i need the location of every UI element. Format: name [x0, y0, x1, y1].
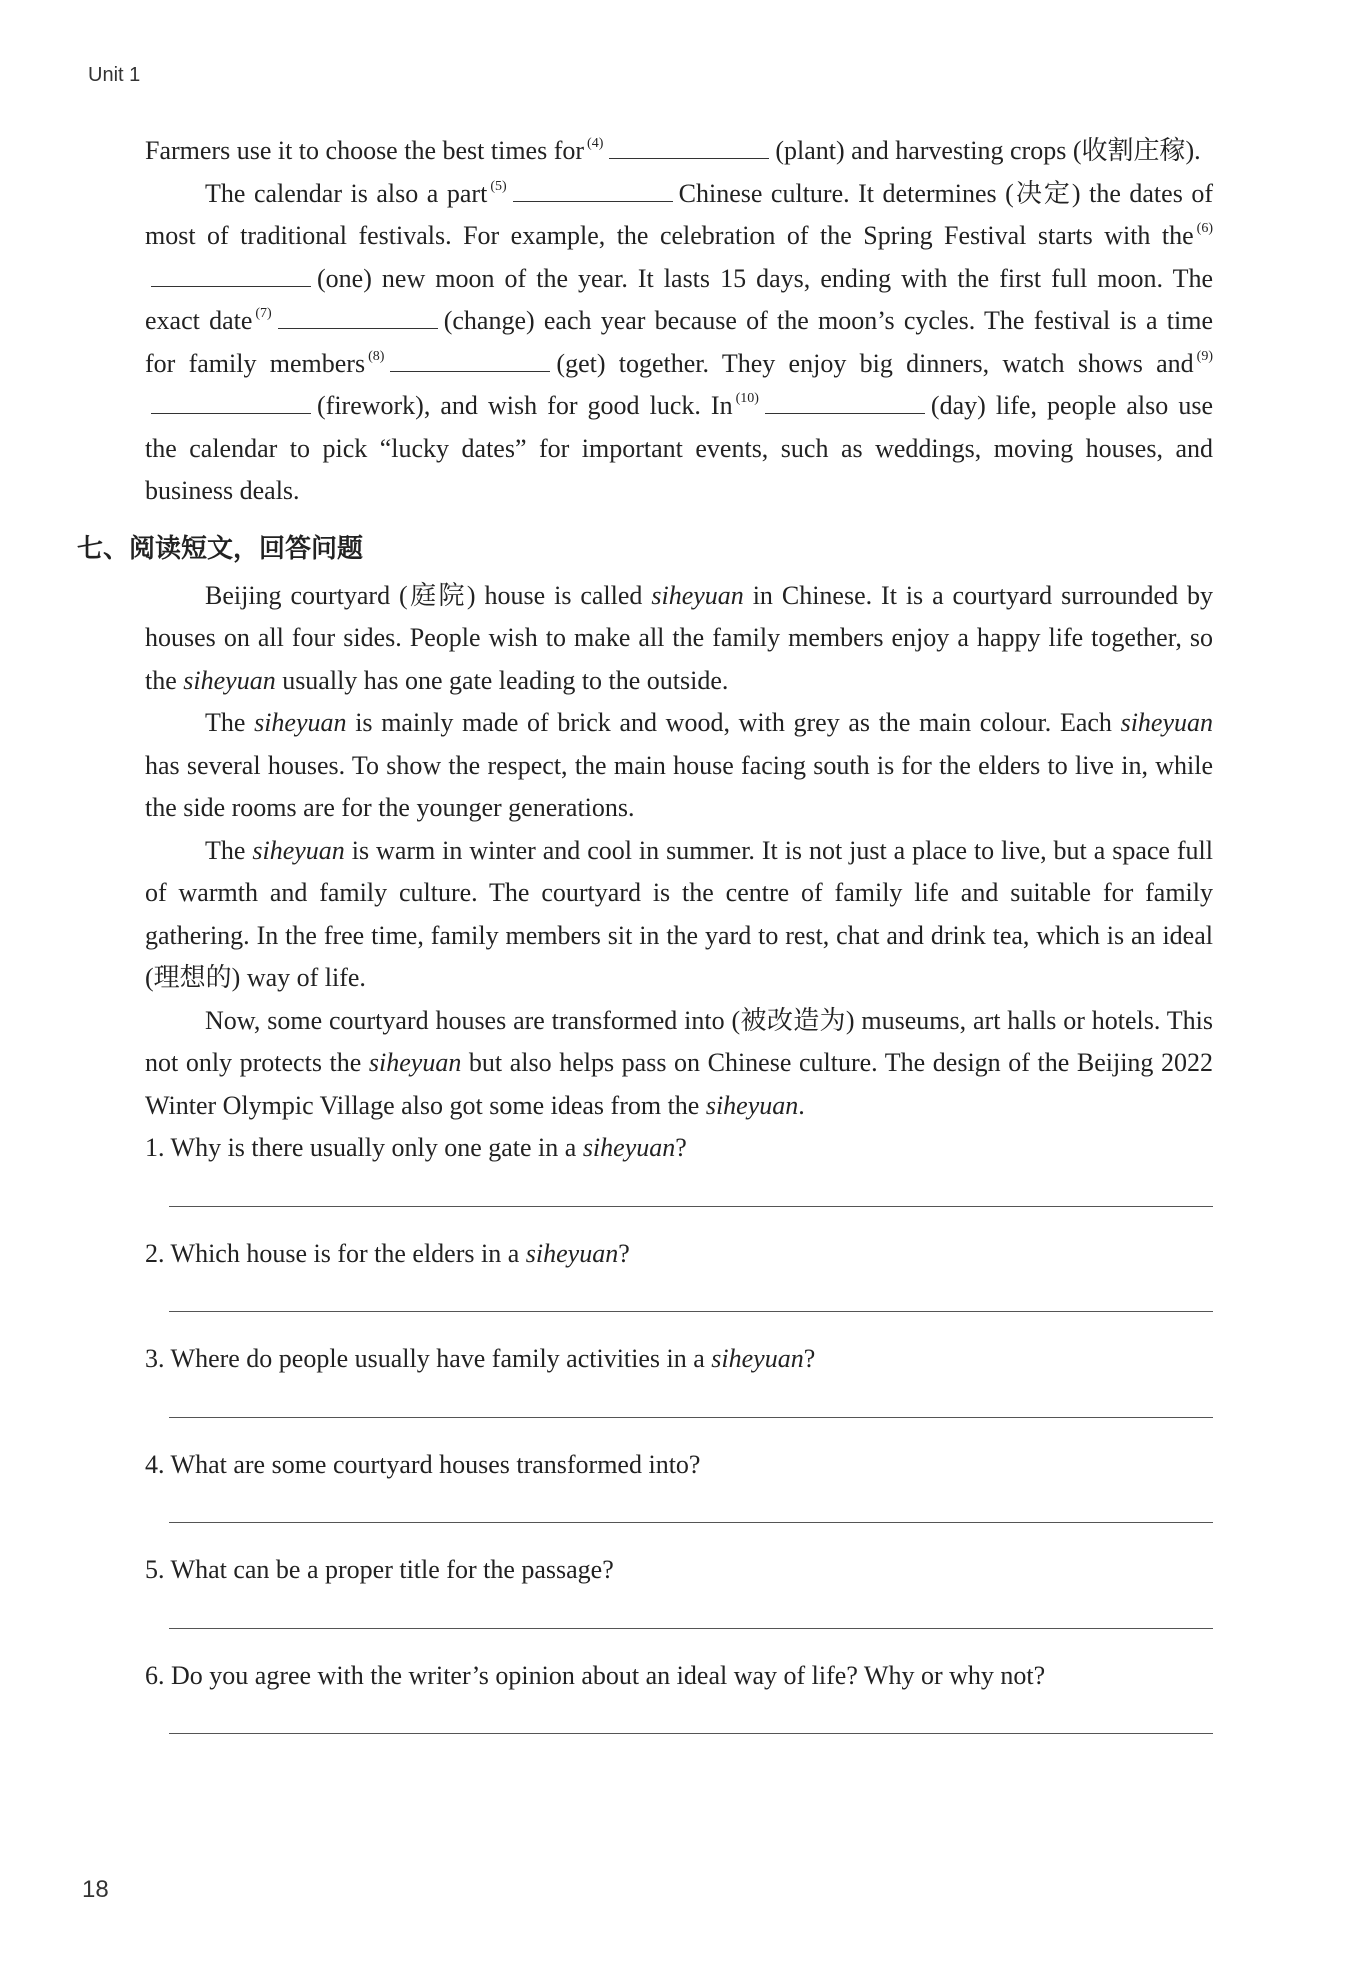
text-span: (plant) and harvesting crops (收割庄稼).	[775, 136, 1201, 165]
italic-term: siheyuan	[705, 1090, 799, 1120]
text-span: is warm in winter and cool in summer. It is not just a place to live, but a space full of warmth and family culture. The courtyard is the centre of family life and suitable for family gathering. In the free time, family members sit in the yard to rest, chat and drink tea, which is an ideal (理想的) way of life.	[145, 835, 1214, 992]
answer-line-1[interactable]	[169, 1206, 1213, 1207]
text-span: (firework), and wish for good luck. In	[317, 391, 733, 420]
blank-number-7: (7)	[255, 306, 272, 321]
italic-term: siheyuan	[368, 1048, 462, 1077]
text-span: The	[205, 708, 246, 737]
blank-10[interactable]	[765, 391, 925, 414]
text-span: is mainly made of brick and wood, with grey as the main colour. Each	[355, 708, 1112, 737]
text-span: .	[798, 1090, 805, 1120]
question-text: 2. Which house is for the elders in a	[145, 1238, 526, 1268]
question-text: 3. Where do people usually have family activities in a	[145, 1344, 712, 1373]
blank-number-10: (10)	[735, 391, 759, 406]
text-span: Farmers use it to choose the best times for	[145, 136, 585, 165]
text-span: has several houses. To show the respect, the main house facing south is for the elders to live in, while the side rooms are for the younger generations.	[145, 750, 1213, 822]
answer-line-4[interactable]	[169, 1522, 1213, 1523]
answer-line-6[interactable]	[169, 1733, 1213, 1734]
italic-term: siheyuan	[1120, 708, 1213, 737]
text-span: usually has one gate leading to the outside.	[282, 665, 729, 695]
italic-term: siheyuan	[254, 708, 347, 737]
reading-paragraph-3	[145, 830, 1213, 1000]
answer-line-2[interactable]	[169, 1311, 1213, 1312]
blank-number-6: (6)	[1196, 221, 1213, 236]
answer-line-5[interactable]	[169, 1628, 1213, 1629]
question-1	[145, 1127, 1213, 1170]
question-6	[145, 1655, 1213, 1698]
italic-term: siheyuan	[183, 665, 276, 695]
blank-number-4: (4)	[587, 136, 604, 151]
italic-term: siheyuan	[711, 1344, 804, 1373]
text-span: (one) new moon of the year. It lasts 15 days, ending with the first full moon. The exact date	[145, 263, 1213, 335]
blank-5[interactable]	[513, 179, 673, 202]
blank-7[interactable]	[278, 306, 438, 329]
reading-paragraph-2	[145, 702, 1213, 830]
blank-4[interactable]	[609, 136, 769, 159]
question-text: 1. Why is there usually only one gate in a	[145, 1133, 583, 1162]
question-text: 5. What can be a proper title for the passage?	[145, 1555, 614, 1584]
page-content	[77, 130, 1214, 1760]
text-span: in Chinese. It is a courtyard surrounded by houses on all four sides. People wish to make all the family members enjoy a happy life together, so the	[145, 580, 1213, 695]
question-4	[145, 1444, 1213, 1487]
text-span: (change) each year because of the moon’s cycles. The festival is a time for family members	[145, 306, 1213, 378]
text-span: ?	[675, 1133, 687, 1162]
italic-term: siheyuan	[582, 1133, 676, 1162]
unit-label: Unit 1	[88, 64, 141, 86]
passage-paragraph-2	[145, 173, 1213, 513]
blank-number-8: (8)	[368, 348, 385, 364]
text-span: ?	[618, 1238, 630, 1268]
question-3	[145, 1338, 1213, 1381]
italic-term: siheyuan	[525, 1238, 619, 1268]
italic-term: siheyuan	[252, 835, 345, 865]
blank-9[interactable]	[151, 391, 311, 414]
text-span: (day) life, people also use the calendar to pick “lucky dates” for important events, such as weddings, moving houses, and business deals.	[145, 391, 1213, 505]
question-text: 4. What are some courtyard houses transformed into?	[145, 1449, 701, 1479]
answer-line-3[interactable]	[169, 1417, 1213, 1418]
reading-paragraph-1	[145, 575, 1213, 703]
text-span: Beijing courtyard (庭院) house is called	[205, 580, 643, 610]
text-span: ?	[803, 1344, 816, 1373]
blank-6[interactable]	[151, 264, 311, 287]
question-5	[145, 1549, 1213, 1592]
section-heading: 七、阅读短文，回答问题	[77, 533, 364, 564]
text-span: The calendar is also a part	[205, 178, 488, 208]
blank-number-9: (9)	[1196, 348, 1213, 364]
page-number: 18	[82, 1876, 109, 1903]
text-span: but also helps pass on Chinese culture. The design of the Beijing 2022 Winter Olympic Village also got some ideas from the	[145, 1048, 1214, 1120]
blank-number-5: (5)	[490, 178, 507, 194]
question-2	[145, 1233, 1213, 1276]
reading-paragraph-4	[145, 1000, 1213, 1128]
passage-paragraph-1	[145, 130, 1213, 173]
text-span: (get) together. They enjoy big dinners, watch shows and	[556, 348, 1194, 378]
question-text: 6. Do you agree with the writer’s opinion about an ideal way of life? Why or why not?	[145, 1660, 1046, 1690]
text-span: The	[205, 835, 246, 865]
italic-term: siheyuan	[651, 580, 744, 610]
text-span: Now, some courtyard houses are transformed into (被改造为) museums, art halls or hotels. This not only protects the	[145, 1005, 1213, 1077]
blank-8[interactable]	[390, 349, 550, 372]
text-span: Chinese culture. It determines (决定) the dates of most of traditional festivals. For example, the celebration of the Spring Festival starts with the	[145, 178, 1214, 250]
